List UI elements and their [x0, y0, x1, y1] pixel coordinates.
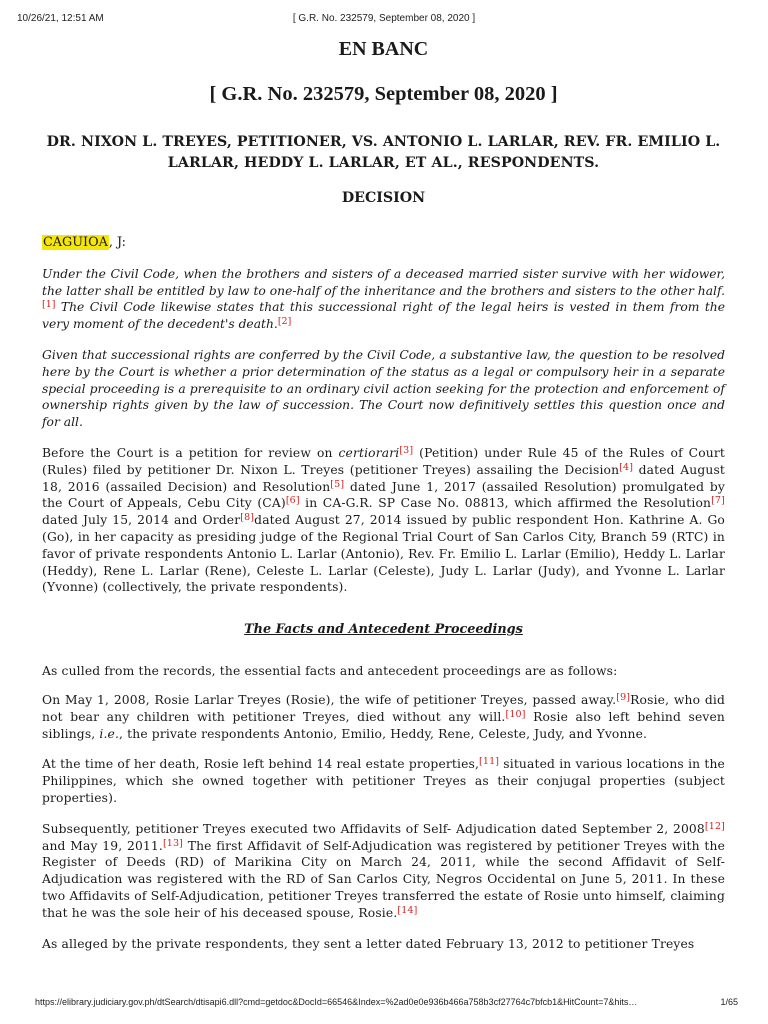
- paragraph-7: [42, 821, 725, 922]
- p3-certiorari: certiorari: [338, 445, 400, 460]
- p3-text-e: in CA-G.R. SP Case No. 08813, which affirmed the Resolution: [299, 496, 712, 511]
- facts-heading: The Facts and Antecedent Proceedings: [244, 622, 523, 638]
- p7-text-a: Subsequently, petitioner Treyes executed two Affidavits of Self- Adjudication dated September 2, 2008: [42, 821, 705, 836]
- footnote-link-3[interactable]: [3]: [399, 444, 414, 456]
- footnote-link-8[interactable]: [8]: [240, 512, 255, 524]
- decision-heading: DECISION: [341, 190, 426, 206]
- footnote-link-12[interactable]: [12]: [704, 820, 725, 832]
- print-url: https://elibrary.judiciary.gov.ph/dtSearch/dtisapi6.dll?cmd=getdoc&DocId=66546&Index=%2ad0e0e936b466a758b3cf27764c7bfcb1&HitCount=7&hits…: [35, 997, 638, 1007]
- p5-ie: i.e.: [99, 726, 120, 741]
- p5-text-d: , the private respondents Antonio, Emilio, Heddy, Rene, Celeste, Judy, and Yvonne.: [119, 726, 648, 741]
- case-parties: DR. NIXON L. TREYES, PETITIONER, VS. ANTONIO L. LARLAR, REV. FR. EMILIO L. LARLAR, HEDDY L. LARLAR, ET AL., RESPONDENTS.: [46, 134, 721, 171]
- footnote-link-7[interactable]: [7]: [711, 495, 725, 507]
- print-header: [0, 0, 768, 30]
- p1-text-a: Under the Civil Code, when the brothers and sisters of a deceased married sister survive with her widower, the latter shall be entitled by law to one-half of the inheritance and the brothers and sisters to the other half.: [42, 266, 725, 298]
- page-number: 1/65: [720, 997, 738, 1007]
- p3-text-c: dated August 18, 2016 (assailed Decision) and Resolution: [42, 462, 725, 494]
- p3-text-d: dated June 1, 2017 (assailed Resolution) promulgated by the Court of Appeals, Cebu City (CA): [42, 479, 725, 511]
- print-doc-title: [ G.R. No. 232579, September 08, 2020 ]: [292, 13, 476, 24]
- paragraph-5: [42, 692, 725, 742]
- footnote-link-2[interactable]: [2]: [277, 316, 292, 328]
- p7-text-b: and May 19, 2011.: [42, 838, 163, 853]
- footnote-link-6[interactable]: [6]: [285, 495, 300, 507]
- footnote-link-5[interactable]: [5]: [330, 478, 345, 490]
- p3-text-f: dated July 15, 2014 and Order: [42, 513, 241, 528]
- footnote-link-14[interactable]: [14]: [397, 904, 418, 916]
- p7-text-c: The first Affidavit of Self-Adjudication was registered by petitioner Treyes with the Register of Deeds (RD) of Marikina City on March 24, 2011, while the second Affidavit of Self-Adjudication was registered with the RD of San Carlos City, Negros Occidental on June 5, 2011. In these two Affidavits of Self-Adjudication, petitioner Treyes transferred the estate of Rosie unto himself, claiming that he was the sole heir of his deceased spouse, Rosie.: [42, 838, 725, 920]
- p6-text-a: At the time of her death, Rosie left behind 14 real estate properties,: [42, 757, 480, 772]
- p3-text-g: dated August 27, 2014 issued by public respondent Hon. Kathrine A. Go (Go), in her capacity as presiding judge of the Regional Trial Court of San Carlos City, Branch 59 (RTC) in favor of private respondents Antonio L. Larlar (Antonio), Rev. Fr. Emilio L. Larlar (Emilio), Heddy L. Larlar (Heddy), Rene L. Larlar (Rene), Celeste L. Larlar (Celeste), Judy L. Larlar (Judy), and Yvonne L. Larlar (Yvonne) (collectively, the private respondents).: [42, 513, 725, 595]
- ponente: [42, 235, 725, 252]
- paragraph-8: As alleged by the private respondents, they sent a letter dated February 13, 2012 to petitioner Treyes: [42, 936, 695, 951]
- footnote-link-9[interactable]: [9]: [616, 691, 631, 703]
- paragraph-1: [42, 266, 725, 333]
- footnote-link-11[interactable]: [11]: [479, 756, 500, 768]
- ponente-suffix: , J:: [108, 235, 126, 250]
- paragraph-4: As culled from the records, the essential facts and antecedent proceedings are as follows:: [42, 664, 618, 679]
- document-body: [42, 34, 725, 952]
- p5-text-b: Rosie, who did not bear any children with petitioner Treyes, died without any will.: [42, 692, 725, 724]
- p3-text-a: Before the Court is a petition for review on: [42, 445, 339, 460]
- p5-text-c: Rosie also left behind seven siblings,: [42, 709, 725, 741]
- footnote-link-1[interactable]: [1]: [42, 299, 56, 311]
- paragraph-3: [42, 445, 725, 596]
- footnote-link-10[interactable]: [10]: [505, 708, 526, 720]
- footnote-link-4[interactable]: [4]: [619, 461, 634, 473]
- p1-text-b: The Civil Code likewise states that this successional right of the legal heirs is vested in them from the very moment of the decedent's death.: [42, 300, 725, 332]
- footnote-link-13[interactable]: [13]: [162, 837, 184, 849]
- ponente-name-highlight: CAGUIOA: [43, 235, 108, 250]
- case-number: [ G.R. No. 232579, September 08, 2020 ]: [209, 83, 558, 105]
- p5-text-a: On May 1, 2008, Rosie Larlar Treyes (Rosie), the wife of petitioner Treyes, passed away.: [42, 692, 617, 707]
- court-division: EN BANC: [338, 38, 429, 60]
- print-datetime: 10/26/21, 12:51 AM: [17, 13, 104, 24]
- paragraph-6: [42, 756, 725, 806]
- paragraph-2: Given that successional rights are conferred by the Civil Code, a substantive law, the question to be resolved here by the Court is whether a prior determination of the status as a legal or compulsory heir in a separate special proceeding is a prerequisite to an ordinary civil action seeking for the protection and enforcement of ownership rights given by the law of succession. The Court now definitively settles this question once and for all.: [42, 347, 725, 430]
- p6-text-b: situated in various locations in the Philippines, which she owned together with petitioner Treyes as their conjugal properties (subject properties).: [42, 757, 725, 805]
- p3-text-b: (Petition) under Rule 45 of the Rules of Court (Rules) filed by petitioner Dr. Nixon L. Treyes (petitioner Treyes) assailing the Decision: [42, 445, 725, 477]
